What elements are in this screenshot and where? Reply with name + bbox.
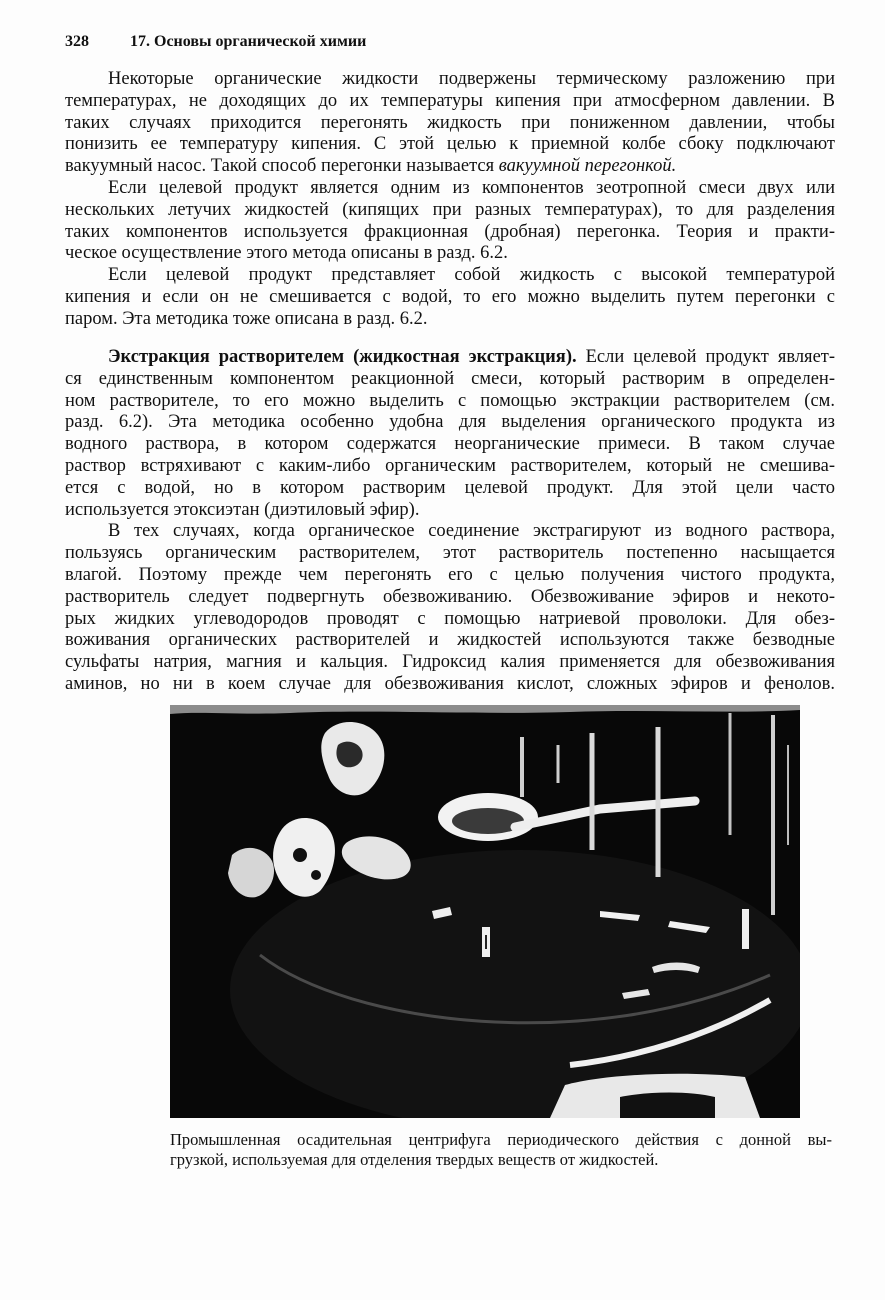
text-line: разд. 6.2). Эта методика особенно удобна для выделения органического продукта из <box>65 412 835 433</box>
running-title: 17. Основы органической химии <box>130 33 367 50</box>
centrifuge-base-gap <box>620 1093 715 1119</box>
text-line: водного раствора, в котором содержатся неорганические примеси. В таком случае <box>65 434 835 455</box>
paragraph-fractional-distillation <box>65 178 835 265</box>
figure-centrifuge-photo <box>170 705 800 1118</box>
text-line: понизить ее температуру кипения. С этой целью к приемной колбе сбоку подключают <box>65 134 835 155</box>
text-line: таких случаях приходится перегонять жидкость при пониженном давлении, чтобы <box>65 112 835 133</box>
text-line: Если целевой продукт представляет собой жидкость с высокой температурой <box>108 265 835 286</box>
paragraph-solvent-extraction <box>65 347 835 521</box>
text-line: паром. Эта методика тоже описана в разд. 6.2. <box>65 308 428 329</box>
text-line: растворитель следует подвергнуть обезвоживанию. Обезвоживание эфиров и некото- <box>65 586 835 607</box>
paragraph-vacuum-distillation <box>65 69 835 178</box>
text-line: В тех случаях, когда органическое соединение экстрагируют из водного раствора, <box>108 521 835 542</box>
text-column-lower <box>65 347 835 696</box>
page-number: 328 <box>65 33 89 50</box>
text-line <box>65 347 835 369</box>
text-line: ется с водой, но в котором растворим целевой продукт. Для этой цели часто <box>65 477 835 498</box>
text-fragment: вакуумный насос. Такой способ перегонки называется <box>65 156 495 177</box>
drum-highlight-shadow <box>485 935 487 949</box>
text-line: используется этоксиэтан (диэтиловый эфир). <box>65 499 420 520</box>
operator-hand-shadow <box>293 848 307 862</box>
paragraph-steam-distillation <box>65 265 835 330</box>
text-line: рых жидких углеводородов проводят с помощью натриевой проволоки. Для обез- <box>65 608 835 629</box>
caption-line: Промышленная осадительная центрифуга периодического действия с донной вы- <box>170 1130 832 1149</box>
text-line: влагой. Поэтому прежде чем перегонять его с целью получения чистого продукта, <box>65 564 835 585</box>
centrifuge-photo <box>170 705 800 1118</box>
section-heading-solvent-extraction: Экстракция растворителем (жидкостная экстракция). <box>108 347 577 367</box>
text-line: раствор встряхивают с каким-либо органическим растворителем, который не смешива- <box>65 455 835 476</box>
text-line: ческое осуществление этого метода описаны в разд. 6.2. <box>65 243 508 264</box>
text-line: таких компонентов используется фракционная (дробная) перегонка. Теория и практи- <box>65 221 835 242</box>
drum-highlight <box>742 909 749 949</box>
text-line: ся единственным компонентом реакционной смеси, который растворим в определен- <box>65 368 835 389</box>
text-column-upper <box>65 69 835 331</box>
text-line: аминов, но ни в коем случае для обезвоживания кислот, сложных эфиров и фенолов. <box>65 673 835 694</box>
text-line: температурах, не доходящих до их температуры кипения при атмосферном давлении. В <box>65 90 835 111</box>
text-line: кипения и если он не смешивается с водой, то его можно выделить путем перегонки с <box>65 286 835 307</box>
operator-hand-shadow <box>311 870 321 880</box>
text-line: пользуясь органическим растворителем, этот растворитель постепенно насыщается <box>65 543 835 564</box>
text-line <box>65 156 835 178</box>
term-vacuum-distillation: вакуумной перегонкой. <box>498 156 677 177</box>
caption-line: грузкой, используемая для отделения твердых веществ от жидкостей. <box>170 1150 659 1169</box>
text-line: сульфаты натрия, магния и кальция. Гидроксид калия применяется для обезвоживания <box>65 652 835 673</box>
text-line: Некоторые органические жидкости подвержены термическому разложению при <box>108 69 835 89</box>
text-line: Если целевой продукт является одним из компонентов зеотропной смеси двух или <box>108 177 835 198</box>
figure-caption <box>170 1130 832 1170</box>
text-line: воживания органических растворителей и жидкостей используются также безводные <box>65 630 835 651</box>
text-line: ном растворителе, то его можно выделить с помощью экстракции растворителем (см. <box>65 390 835 411</box>
text-line: нескольких летучих жидкостей (кипящих при разных температурах), то для разделения <box>65 199 835 220</box>
text-fragment: Если целевой продукт являет- <box>585 347 836 367</box>
paragraph-drying <box>65 521 835 695</box>
